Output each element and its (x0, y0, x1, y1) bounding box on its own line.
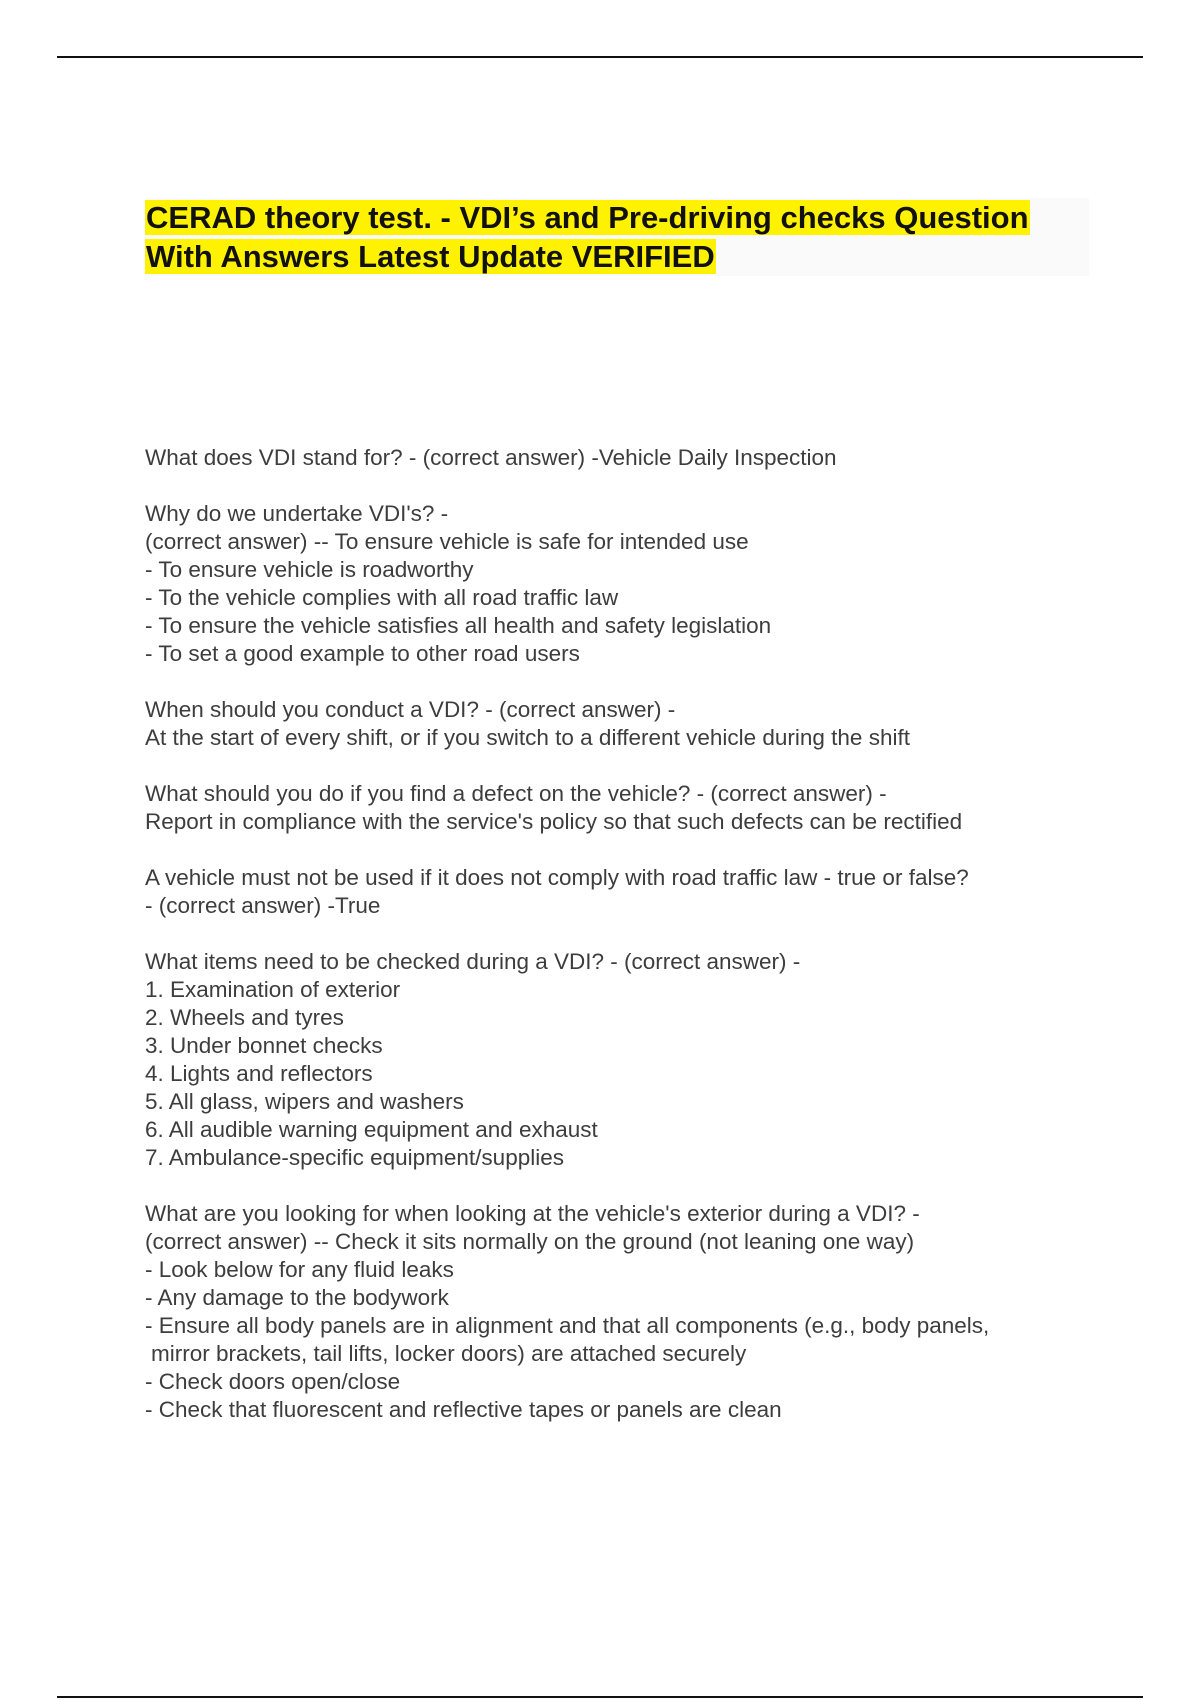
question-line: What should you do if you find a defect on the vehicle? - (correct answer) - (145, 781, 887, 806)
qa-content (145, 444, 1105, 1452)
list-item: 1. Examination of exterior (145, 977, 401, 1002)
qa-item-checklist (145, 948, 1105, 1172)
question-line: When should you conduct a VDI? - (correct answer) - (145, 697, 676, 722)
answer-line: Report in compliance with the service's policy so that such defects can be rectified (145, 809, 963, 834)
question-line: What are you looking for when looking at the vehicle's exterior during a VDI? - (145, 1201, 920, 1226)
footer-rule (57, 1696, 1143, 1698)
answer-line: (correct answer) -- To ensure vehicle is safe for intended use (145, 529, 749, 554)
answer-line: - Check that fluorescent and reflective tapes or panels are clean (145, 1397, 782, 1422)
list-item: 5. All glass, wipers and washers (145, 1089, 464, 1114)
list-item: 4. Lights and reflectors (145, 1061, 373, 1086)
answer-line: - Check doors open/close (145, 1369, 401, 1394)
answer-line: - To ensure vehicle is roadworthy (145, 557, 474, 582)
text-line: What does VDI stand for? - (correct answer) -Vehicle Daily Inspection (145, 445, 837, 470)
list-item: 3. Under bonnet checks (145, 1033, 383, 1058)
answer-line: At the start of every shift, or if you switch to a different vehicle during the shift (145, 725, 910, 750)
list-item: 7. Ambulance-specific equipment/supplies (145, 1145, 564, 1170)
list-item: 2. Wheels and tyres (145, 1005, 344, 1030)
document-title (145, 198, 1089, 276)
qa-item-vdi-definition (145, 444, 1105, 472)
list-item: 6. All audible warning equipment and exhaust (145, 1117, 598, 1142)
answer-line: - Look below for any fluid leaks (145, 1257, 454, 1282)
answer-line: - To ensure the vehicle satisfies all health and safety legislation (145, 613, 772, 638)
title-line-2: With Answers Latest Update VERIFIED (146, 239, 715, 274)
answer-line: mirror brackets, tail lifts, locker doors) are attached securely (151, 1341, 747, 1366)
answer-line: - (correct answer) -True (145, 893, 381, 918)
header-rule (57, 56, 1143, 58)
answer-line: - To set a good example to other road users (145, 641, 580, 666)
answer-line: (correct answer) -- Check it sits normally on the ground (not leaning one way) (145, 1229, 915, 1254)
answer-line: - To the vehicle complies with all road traffic law (145, 585, 619, 610)
qa-item-true-false (145, 864, 1105, 920)
qa-item-exterior (145, 1200, 1105, 1424)
title-line-1: CERAD theory test. - VDI’s and Pre-driving checks Question (146, 200, 1029, 235)
answer-line: - Ensure all body panels are in alignment and that all components (e.g., body panels, (145, 1313, 990, 1338)
question-line: What items need to be checked during a VDI? - (correct answer) - (145, 949, 801, 974)
qa-item-when-vdi (145, 696, 1105, 752)
question-line: A vehicle must not be used if it does not comply with road traffic law - true or false? (145, 865, 969, 890)
qa-item-defect (145, 780, 1105, 836)
question-line: Why do we undertake VDI's? - (145, 501, 449, 526)
qa-item-why-vdi (145, 500, 1105, 668)
answer-line: - Any damage to the bodywork (145, 1285, 449, 1310)
